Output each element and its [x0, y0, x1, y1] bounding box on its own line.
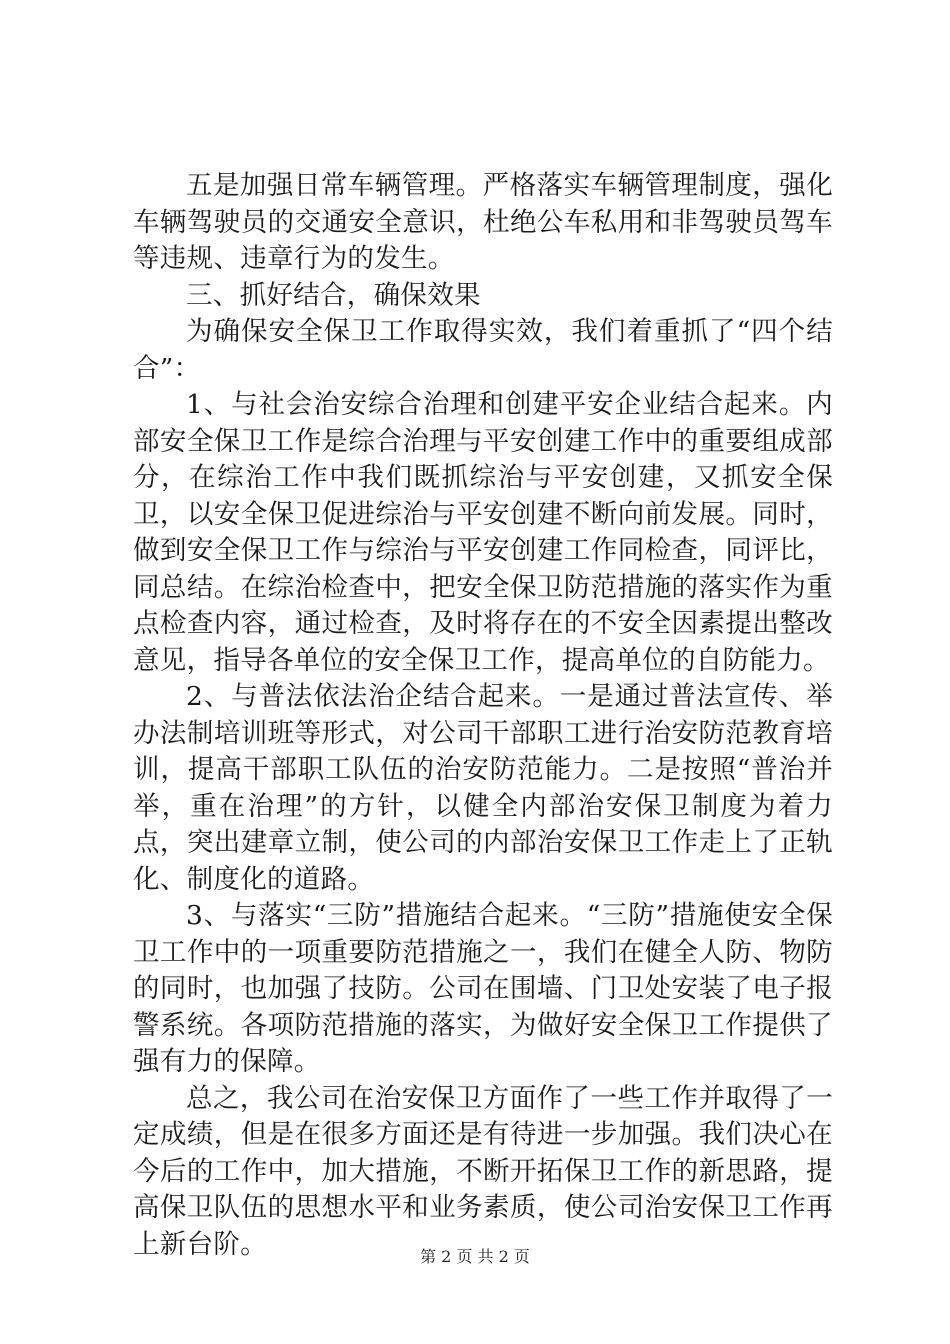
paragraph-vehicle-management: 五是加强日常车辆管理。严格落实车辆管理制度，强化车辆驾驶员的交通安全意识，杜绝公车私用和非驾驶员驾车等违规、违章行为的发生。: [133, 170, 833, 274]
document-body: [133, 168, 833, 1263]
paragraph-item-1: 1、与社会治安综合治理和创建平安企业结合起来。内部安全保卫工作是综合治理与平安创建工作中的重要组成部分，在综治工作中我们既抓综治与平安创建，又抓安全保卫，以安全保卫促进综治与平安创建不断向前发展。同时，做到安全保卫工作与综治与平安创建工作同检查，同评比，同总结。在综治检查中，把安全保卫防范措施的落实作为重点检查内容，通过检查，及时将存在的不安全因素提出整改意见，指导各单位的安全保卫工作，提高单位的自防能力。: [133, 389, 833, 676]
paragraph-item-3: 3、与落实“三防”措施结合起来。“三防”措施使安全保卫工作中的一项重要防范措施之一，我们在健全人防、物防的同时，也加强了技防。公司在围墙、门卫处安装了电子报警系统。各项防范措施的落实，为做好安全保卫工作提供了强有力的保障。: [133, 900, 833, 1077]
paragraph-four-combinations-intro: 为确保安全保卫工作取得实效，我们着重抓了“四个结合”：: [133, 316, 833, 384]
paragraph-item-2: 2、与普法依法治企结合起来。一是通过普法宣传、举办法制培训班等形式，对公司干部职工进行治安防范教育培训，提高干部职工队伍的治安防范能力。二是按照“普治并举，重在治理”的方针，以健全内部治安保卫制度为着力点，突出建章立制，使公司的内部治安保卫工作走上了正轨化、制度化的道路。: [133, 681, 833, 895]
page-number-footer: 第 2 页 共 2 页: [420, 1247, 530, 1266]
paragraph-conclusion: 总之，我公司在治安保卫方面作了一些工作并取得了一定成绩，但是在很多方面还是有待进一步加强。我们决心在今后的工作中，加大措施，不断开拓保卫工作的新思路，提高保卫队伍的思想水平和业务素质，使公司治安保卫工作再上新台阶。: [133, 1082, 833, 1260]
section-heading-combination: 三、抓好结合，确保效果: [186, 279, 481, 311]
